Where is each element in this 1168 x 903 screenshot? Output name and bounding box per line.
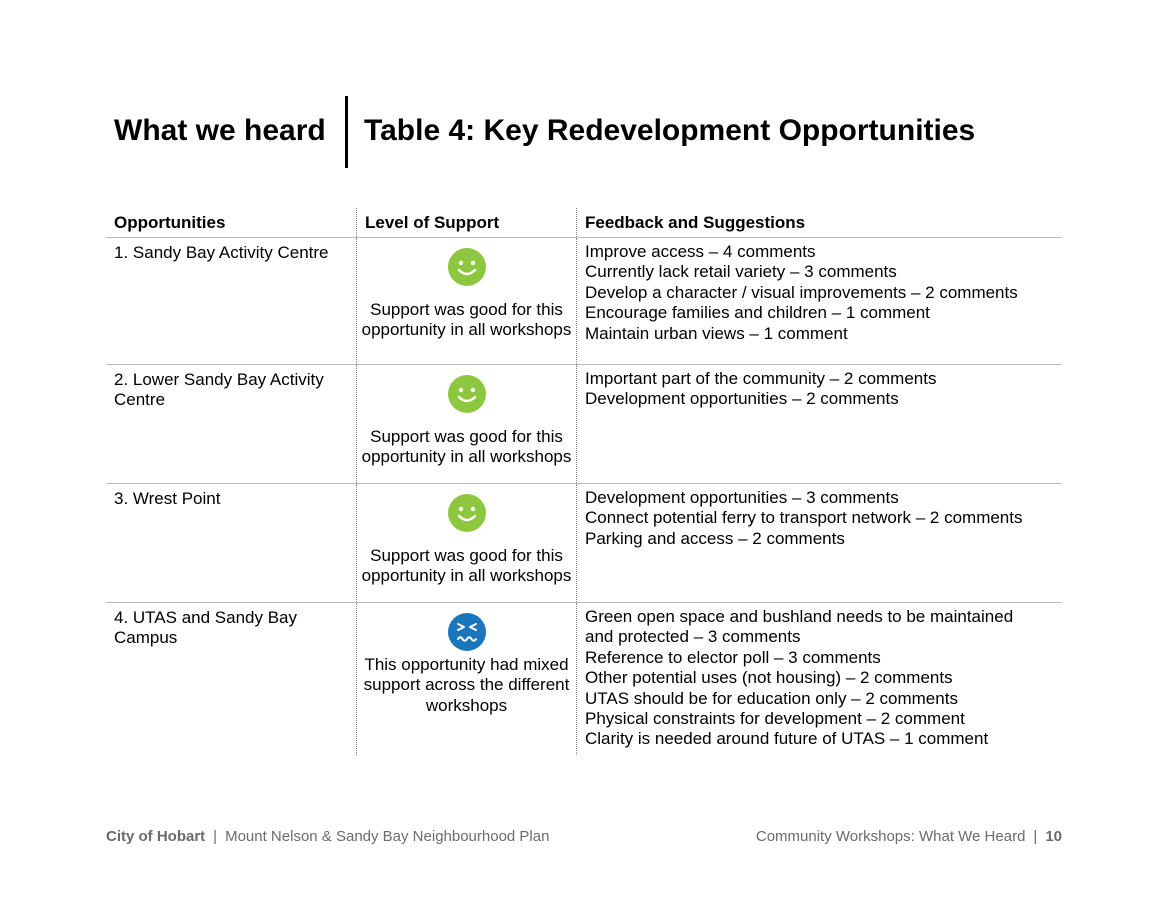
opportunity-name: 4. UTAS and Sandy Bay Campus: [114, 608, 298, 648]
title-divider: [345, 96, 348, 168]
mixed-face-icon: [448, 613, 486, 651]
feedback-item: Clarity is needed around future of UTAS – 1 comment: [585, 729, 989, 749]
feedback-item: Improve access – 4 comments: [585, 242, 816, 261]
opportunities-table: [106, 208, 1062, 755]
column-header-level-of-support: Level of Support: [356, 208, 576, 237]
feedback-item: Parking and access – 2 comments: [585, 528, 845, 548]
support-cell: [356, 238, 576, 364]
support-cell: [356, 603, 576, 755]
opportunity-name: 1. Sandy Bay Activity Centre: [114, 243, 329, 262]
page-number: 10: [1045, 828, 1062, 845]
feedback-item: Encourage families and children – 1 comment: [585, 303, 930, 323]
feedback-cell: [576, 603, 1062, 755]
footer-plan-name: Mount Nelson & Sandy Bay Neighbourhood Plan: [225, 828, 550, 845]
support-cell: [356, 484, 576, 602]
footer-organization: City of Hobart: [106, 828, 206, 845]
table-row: [106, 365, 1062, 484]
table-row: [106, 603, 1062, 755]
feedback-item: Important part of the community – 2 comments: [585, 369, 937, 388]
feedback-item: Maintain urban views – 1 comment: [585, 323, 848, 343]
feedback-item: Development opportunities – 3 comments: [585, 488, 899, 507]
support-description: Support was good for this opportunity in all workshops: [361, 300, 572, 340]
feedback-item: Reference to elector poll – 3 comments: [585, 647, 881, 667]
column-header-opportunities: Opportunities: [114, 213, 226, 232]
smiley-face-icon: [448, 248, 486, 286]
table-header-row: [106, 208, 1062, 238]
column-header-feedback: Feedback and Suggestions: [576, 208, 1062, 237]
feedback-item: Development opportunities – 2 comments: [585, 389, 899, 409]
opportunity-name: 3. Wrest Point: [114, 489, 221, 508]
opportunity-cell: [106, 603, 356, 755]
support-cell: [356, 365, 576, 483]
support-description: Support was good for this opportunity in all workshops: [361, 427, 572, 467]
feedback-item: Connect potential ferry to transport network – 2 comments: [585, 508, 1023, 528]
feedback-item: UTAS should be for education only – 2 comments: [585, 688, 958, 708]
footer-separator: |: [1033, 828, 1038, 845]
support-description: This opportunity had mixed support across the different workshops: [363, 655, 570, 715]
table-title: Table 4: Key Redevelopment Opportunities: [364, 114, 976, 147]
support-description: Support was good for this opportunity in all workshops: [361, 546, 572, 586]
section-title: What we heard: [114, 114, 326, 147]
footer-left: [106, 828, 549, 845]
table-row: [106, 238, 1062, 365]
feedback-item: Physical constraints for development – 2 comment: [585, 709, 965, 729]
feedback-item: Other potential uses (not housing) – 2 comments: [585, 668, 953, 688]
feedback-item: Green open space and bushland needs to be maintained: [585, 607, 1014, 626]
smiley-face-icon: [448, 375, 486, 413]
feedback-item: and protected – 3 comments: [585, 627, 801, 647]
feedback-cell: [576, 484, 1062, 602]
feedback-item: Currently lack retail variety – 3 comments: [585, 262, 897, 282]
opportunity-cell: [106, 238, 356, 364]
page-footer: [106, 828, 1062, 852]
table-row: [106, 484, 1062, 603]
feedback-cell: [576, 365, 1062, 483]
feedback-item: Develop a character / visual improvements – 2 comments: [585, 282, 1018, 302]
footer-document-name: Community Workshops: What We Heard: [755, 828, 1026, 845]
opportunity-name: 2. Lower Sandy Bay Activity Centre: [114, 370, 324, 410]
opportunity-cell: [106, 484, 356, 602]
footer-separator: |: [213, 828, 218, 845]
smiley-face-icon: [448, 494, 486, 532]
opportunity-cell: [106, 365, 356, 483]
feedback-cell: [576, 238, 1062, 364]
footer-right: [756, 828, 1062, 845]
